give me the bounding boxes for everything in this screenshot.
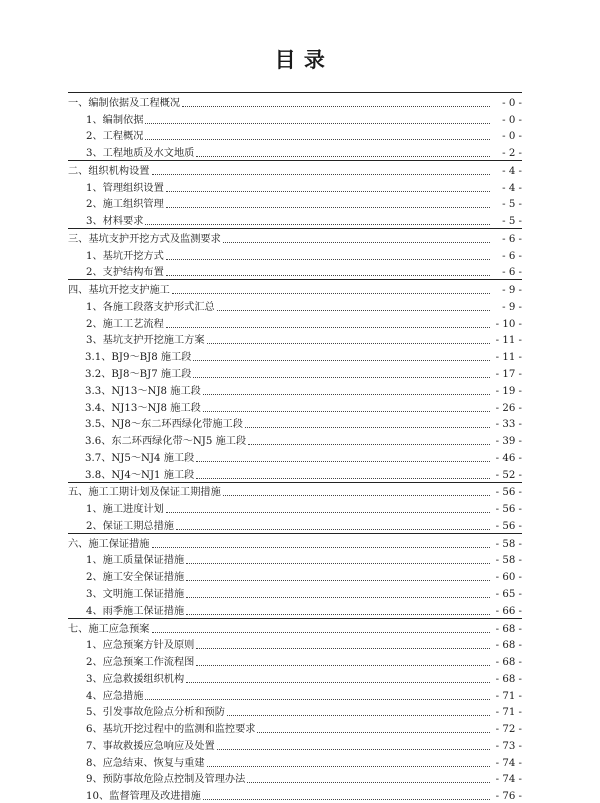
toc-subsection-entry[interactable] [68,331,522,348]
dot-leader [186,596,490,598]
toc-page-number: - 0 - [502,114,522,126]
dot-leader [193,359,490,361]
dot-leader [257,731,490,733]
toc-entry-label: 六、施工保证措施 [68,538,150,550]
toc-page-number: - 6 - [502,233,522,245]
toc-subsection-entry[interactable] [68,398,522,415]
toc-page-number: - 19 - [495,385,522,397]
toc-entry-label: 3.1、BJ9～BJ8 施工段 [85,352,192,364]
toc-subsection-entry[interactable] [68,499,522,516]
toc-entry-label: 8、应急结束、恢复与重建 [86,757,205,769]
toc-subsection-entry[interactable] [68,652,522,669]
toc-page-number: - 58 - [495,538,522,550]
toc-entry-label: 一、编制依据及工程概况 [68,97,181,109]
toc-entry-label: 3.8、NJ4～NJ1 施工段 [85,469,195,481]
toc-entry-label: 2、应急预案工作流程图 [86,657,195,669]
toc-page-number: - 4 - [502,165,522,177]
dot-leader [186,681,490,683]
toc-page-number: - 6 - [502,267,522,279]
toc-entry-label: 3.3、NJ13～NJ8 施工段 [85,385,201,397]
dot-leader [245,426,490,428]
toc-subsection-entry[interactable] [68,516,522,533]
toc-page-number: - 9 - [502,301,522,313]
dot-leader [217,309,490,311]
dot-leader [207,765,490,767]
dot-leader [182,105,490,107]
dot-leader [166,206,490,208]
toc-subsection-entry[interactable] [68,465,522,482]
toc-subsection-entry[interactable] [68,601,522,618]
toc-entry-label: 3、工程地质及水文地质 [86,148,195,160]
toc-page-number: - 52 - [495,469,522,481]
toc-subsection-entry[interactable] [68,686,522,703]
toc-page-number: - 33 - [495,419,522,431]
toc-subsection-entry[interactable] [68,770,522,787]
page-title: 目 录 [274,48,326,72]
toc-entry-label: 七、施工应急预案 [68,623,150,635]
toc-section-entry[interactable] [68,92,522,110]
toc-page-number: - 10 - [495,318,522,330]
toc-entry-label: 1、应急预案方针及原则 [86,640,195,652]
toc-page-number: - 74 - [495,757,522,769]
toc-subsection-entry[interactable] [68,431,522,448]
dot-leader [203,410,490,412]
toc-entry-label: 四、基坑开挖支护施工 [68,285,170,297]
toc-page-number: - 68 - [495,623,522,635]
toc-entry-label: 二、组织机构设置 [68,165,150,177]
dot-leader [247,781,490,783]
toc-subsection-entry[interactable] [68,314,522,331]
toc-page-number: - 2 - [502,148,522,160]
toc-page-number: - 6 - [502,250,522,262]
dot-leader [193,376,490,378]
toc-subsection-entry[interactable] [68,786,522,803]
toc-page-number: - 58 - [495,555,522,567]
toc-entry-label: 4、雨季施工保证措施 [86,605,185,617]
toc-entry-label: 2、保证工期总措施 [86,520,174,532]
toc-page-number: - 60 - [495,572,522,584]
toc-entry-label: 3.6、东二环西绿化带～NJ5 施工段 [85,436,247,448]
dot-leader [145,122,490,124]
toc-entry-label: 3.5、NJ8～东二环西绿化带施工段 [85,419,243,431]
toc-entry-label: 1、基坑开挖方式 [86,250,164,262]
toc-page-number: - 68 - [495,673,522,685]
toc-page-number: - 72 - [495,724,522,736]
toc-page-number: - 4 - [502,182,522,194]
toc-page-number: - 0 - [502,97,522,109]
toc-subsection-entry[interactable] [68,364,522,381]
toc-subsection-entry[interactable] [68,127,522,144]
toc-entry-label: 10、监督管理及改进措施 [86,791,201,803]
toc-subsection-entry[interactable] [68,347,522,364]
toc-subsection-entry[interactable] [68,110,522,127]
toc-subsection-entry[interactable] [68,669,522,686]
toc-entry-label: 1、管理组织设置 [86,182,164,194]
toc-page-number: - 9 - [502,285,522,297]
toc-page-number: - 66 - [495,605,522,617]
toc-entry-label: 1、编制依据 [86,114,144,126]
toc-entry-label: 五、施工工期计划及保证工期措施 [68,487,221,499]
dot-leader [145,698,490,700]
dot-leader [196,460,490,462]
toc-page-number: - 56 - [495,487,522,499]
toc-page-number: - 56 - [495,520,522,532]
toc-subsection-entry[interactable] [68,567,522,584]
toc-section-entry[interactable] [68,618,522,636]
toc-entry-label: 9、预防事故危险点控制及管理办法 [86,774,246,786]
toc-section-entry[interactable] [68,482,522,500]
dot-leader [196,155,490,157]
dot-leader [166,274,490,276]
dot-leader [145,138,490,140]
dot-leader [152,631,491,633]
toc-page-number: - 11 - [495,335,522,347]
dot-leader [223,494,490,496]
toc-entry-label: 4、应急措施 [86,690,144,702]
dot-leader [166,190,490,192]
toc-subsection-entry[interactable] [68,703,522,720]
toc-entry-label: 2、支护结构布置 [86,267,164,279]
dot-leader [186,579,490,581]
toc-entry-label: 1、施工进度计划 [86,504,164,516]
toc-subsection-entry[interactable] [68,178,522,195]
toc-page-number: - 65 - [495,588,522,600]
toc-section-entry[interactable] [68,533,522,551]
toc-page-number: - 5 - [502,199,522,211]
toc-entry-label: 2、施工组织管理 [86,199,164,211]
toc-entry-label: 3、应急救援组织机构 [86,673,185,685]
toc-subsection-entry[interactable] [68,584,522,601]
toc-subsection-entry[interactable] [68,263,522,280]
toc-page-number: - 56 - [495,504,522,516]
toc-page-number: - 39 - [495,436,522,448]
dot-leader [217,748,490,750]
table-of-contents [68,92,522,803]
toc-entry-label: 6、基坑开挖过程中的监测和监控要求 [86,724,256,736]
toc-section-entry[interactable] [68,279,522,297]
toc-subsection-entry[interactable] [68,297,522,314]
toc-subsection-entry[interactable] [68,551,522,568]
toc-entry-label: 3、基坑支护开挖施工方案 [86,335,205,347]
dot-leader [172,292,490,294]
toc-subsection-entry[interactable] [68,195,522,212]
toc-entry-label: 3.7、NJ5～NJ4 施工段 [85,452,195,464]
toc-entry-label: 三、基坑支护开挖方式及监测要求 [68,233,221,245]
toc-subsection-entry[interactable] [68,211,522,228]
toc-entry-label: 3.2、BJ8～BJ7 施工段 [85,369,192,381]
dot-leader [166,258,490,260]
toc-subsection-entry[interactable] [68,415,522,432]
toc-entry-label: 7、事故救援应急响应及处置 [86,740,215,752]
dot-leader [186,562,490,564]
toc-page-number: - 71 - [495,707,522,719]
toc-subsection-entry[interactable] [68,636,522,653]
toc-entry-label: 3、文明施工保证措施 [86,588,185,600]
toc-section-entry[interactable] [68,228,522,246]
dot-leader [196,647,490,649]
toc-page-number: - 74 - [495,774,522,786]
toc-subsection-entry[interactable] [68,753,522,770]
dot-leader [223,241,490,243]
dot-leader [152,546,491,548]
toc-page-number: - 5 - [502,216,522,228]
dot-leader [203,393,490,395]
toc-entry-label: 1、各施工段落支护形式汇总 [86,301,215,313]
toc-page-number: - 76 - [495,791,522,803]
toc-section-entry[interactable] [68,160,522,178]
toc-page-number: - 17 - [495,369,522,381]
toc-page-number: - 68 - [495,657,522,669]
toc-page-number: - 71 - [495,690,522,702]
toc-entry-label: 2、施工工艺流程 [86,318,164,330]
dot-leader [145,223,490,225]
toc-subsection-entry[interactable] [68,381,522,398]
dot-leader [166,326,490,328]
dot-leader [203,798,490,800]
toc-page-number: - 0 - [502,131,522,143]
toc-subsection-entry[interactable] [68,246,522,263]
toc-page-number: - 11 - [495,352,522,364]
dot-leader [166,511,490,513]
dot-leader [152,173,491,175]
dot-leader [176,528,490,530]
toc-page-number: - 73 - [495,740,522,752]
dot-leader [196,664,490,666]
toc-subsection-entry[interactable] [68,448,522,465]
toc-entry-label: 2、工程概况 [86,131,144,143]
toc-entry-label: 3、材料要求 [86,216,144,228]
toc-entry-label: 5、引发事故危险点分析和预防 [86,707,225,719]
toc-entry-label: 2、施工安全保证措施 [86,572,185,584]
dot-leader [248,443,490,445]
toc-page-number: - 26 - [495,402,522,414]
dot-leader [227,714,490,716]
toc-subsection-entry[interactable] [68,719,522,736]
toc-page-number: - 46 - [495,452,522,464]
dot-leader [186,613,490,615]
toc-subsection-entry[interactable] [68,143,522,160]
toc-entry-label: 1、施工质量保证措施 [86,555,185,567]
dot-leader [196,477,490,479]
toc-entry-label: 3.4、NJ13～NJ8 施工段 [85,402,201,414]
toc-page-number: - 68 - [495,640,522,652]
dot-leader [207,342,490,344]
toc-subsection-entry[interactable] [68,736,522,753]
